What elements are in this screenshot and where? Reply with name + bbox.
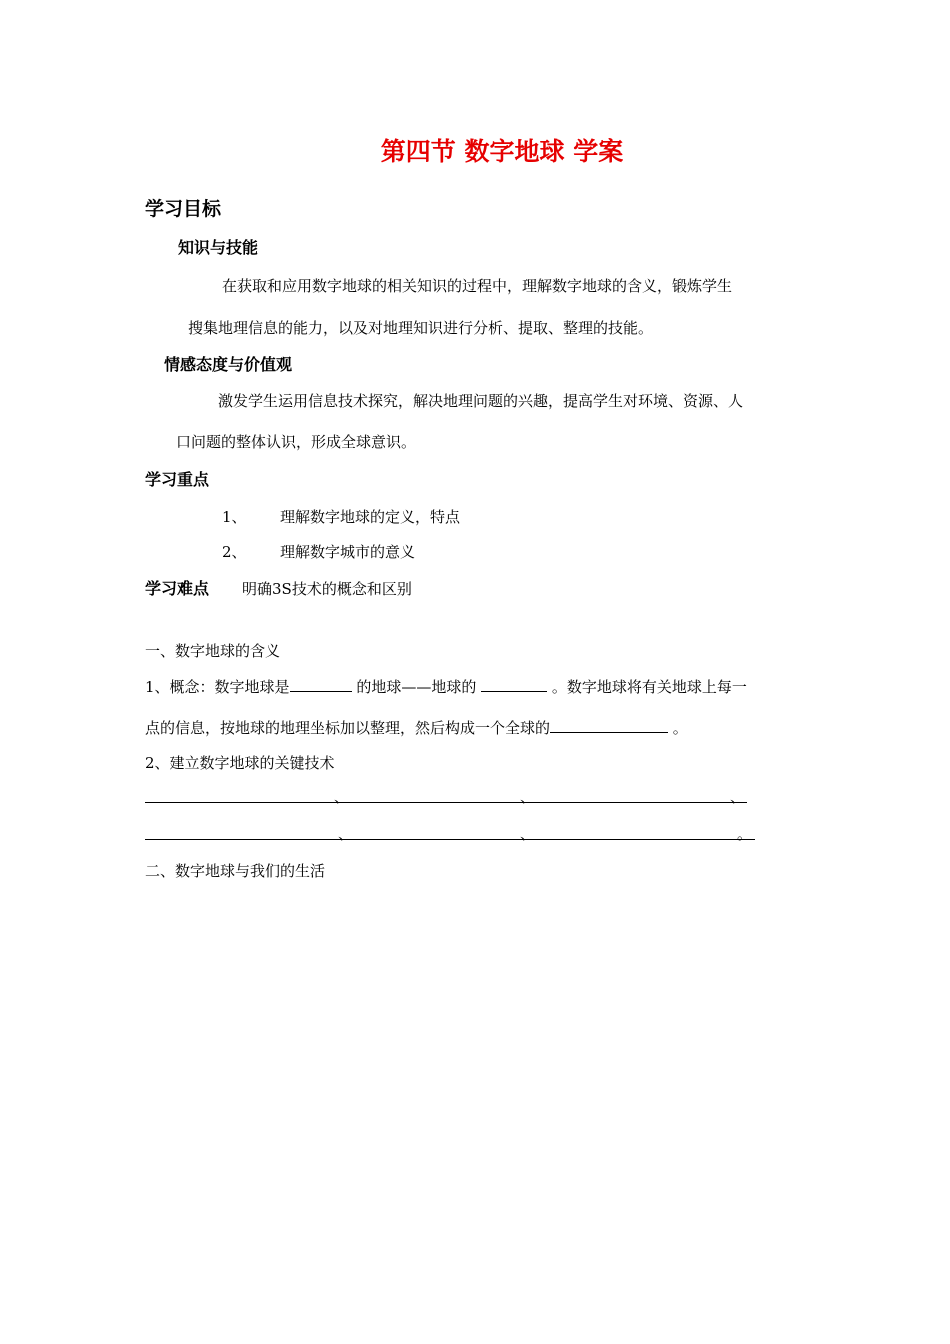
knowledge-text-line2: 搜集地理信息的能力，以及对地理知识进行分析、提取、整理的技能。 <box>188 319 654 337</box>
section2-heading: 二、数字地球与我们的生活 <box>145 862 326 880</box>
document-title: 第四节 数字地球 学案 <box>380 137 624 166</box>
emotion-text-line1: 激发学生运用信息技术探究，解决地理问题的兴趣，提高学生对环境、资源、人 <box>218 392 744 410</box>
emotion-heading: 情感态度与价值观 <box>164 355 293 374</box>
comma-separator: 、 <box>730 788 746 806</box>
difficulty-heading: 学习难点 <box>145 579 210 598</box>
comma-separator: 、 <box>334 788 350 806</box>
concept-text-e: 。 <box>668 719 688 737</box>
fill-line-row1[interactable] <box>145 802 747 803</box>
section1-heading: 一、数字地球的含义 <box>145 642 281 660</box>
period-separator: 。 <box>737 825 753 843</box>
key-point-text: 理解数字地球的定义，特点 <box>280 508 461 526</box>
emotion-text-line2: 口问题的整体认识，形成全球意识。 <box>176 433 417 451</box>
key-point-number: 2、 <box>222 543 247 561</box>
key-point-text: 理解数字城市的意义 <box>280 543 416 561</box>
knowledge-heading: 知识与技能 <box>178 238 259 257</box>
concept-text-b: 的地球——地球的 <box>351 678 482 696</box>
key-points-heading: 学习重点 <box>145 470 210 489</box>
concept-text-d: 点的信息，按地球的地理坐标加以整理，然后构成一个全球的 <box>145 719 551 737</box>
blank-field[interactable] <box>550 718 668 733</box>
comma-separator: 、 <box>338 825 354 843</box>
objectives-heading: 学习目标 <box>145 198 222 220</box>
knowledge-text-line1: 在获取和应用数字地球的相关知识的过程中，理解数字地球的含义，锻炼学生 <box>222 277 733 295</box>
blank-field[interactable] <box>290 677 352 692</box>
blank-field[interactable] <box>481 677 547 692</box>
concept-text-a: 1、概念：数字地球是 <box>145 678 290 696</box>
concept-text-c: 。数字地球将有关地球上每一 <box>547 678 747 696</box>
comma-separator: 、 <box>520 788 536 806</box>
concept-line1 <box>145 676 747 697</box>
difficulty-text: 明确3S技术的概念和区别 <box>242 580 412 598</box>
key-point-number: 1、 <box>222 508 247 526</box>
concept-line2 <box>145 717 688 738</box>
tech-heading: 2、建立数字地球的关键技术 <box>145 754 335 772</box>
comma-separator: 、 <box>520 825 536 843</box>
fill-line-row2[interactable] <box>145 839 755 840</box>
